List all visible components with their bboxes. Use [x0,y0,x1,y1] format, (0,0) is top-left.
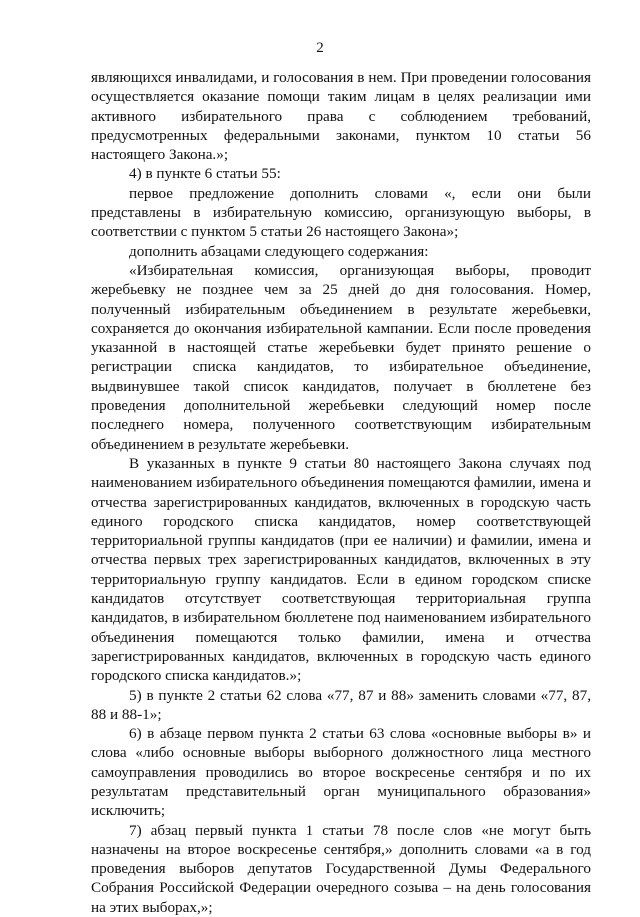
paragraph-lottery: «Избирательная комиссия, организующая выборы, проводит жеребьевку не позднее чем за 25 дней до дня голосования. Номер, полученный избирательным объединением в результате жеребьевки, сохраняется до окончания избирательной кампании. Если после проведения указанной в настоящей статье жеребьевки будет принято решение о регистрации списка кандидатов, то избирательное объединение, выдвинувшее такой список кандидатов, получает в бюллетене без проведения дополнительной жеребьевки следующий номер после последнего номера, полученного соответствующим избирательным объединением в результате жеребьевки. [91,261,591,453]
paragraph-first-sentence: первое предложение дополнить словами «, если они были представлены в избирательную комиссию, организующую выборы, в соответствии с пунктом 5 статьи 26 настоящего Закона»; [91,184,591,241]
paragraph-candidates-list: В указанных в пункте 9 статьи 80 настоящего Закона случаях под наименованием избирательного объединения помещаются фамилии, имена и отчества зарегистрированных кандидатов, включенных в городскую часть единого городского списка кандидатов, номер соответствующей территориальной группы кандидатов (при ее наличии) и фамилии, имена и отчества первых трех зарегистрированных кандидатов, включенных в эту территориальную группу кандидатов. Если в едином городском списке кандидатов отсутствует соответствующая территориальная группа кандидатов, в избирательном бюллетене под наименованием избирательного объединения помещаются только фамилии, имена и отчества зарегистрированных кандидатов, включенных в городскую часть единого городского списка кандидатов.»; [91,454,591,685]
paragraph-item-6: 6) в абзаце первом пункта 2 статьи 63 слова «основные выборы в» и слова «либо основные выборы выборного должностного лица местного самоуправления проводились во второе воскресенье сентября и по их результатам представительный орган муниципального образования» исключить; [91,725,591,820]
paragraph-continuation: являющихся инвалидами, и голосования в нем. При проведении голосования осуществляется оказание помощи таким лицам в целях реализации ими активного избирательного права с соблюдением требований, предусмотренных федеральными законами, пунктом 10 статьи 56 настоящего Закона.»; [91,69,591,164]
document-body [91,68,591,917]
paragraph-add-subparagraphs: дополнить абзацами следующего содержания: [129,242,429,260]
paragraph-item-4: 4) в пункте 6 статьи 55: [129,165,281,183]
paragraph-item-5: 5) в пункте 2 статьи 62 слова «77, 87 и 88» заменить словами «77, 87, 88 и 88-1»; [91,686,591,723]
paragraph-item-7: 7) абзац первый пункта 1 статьи 78 после слов «не могут быть назначены на второе воскресенье сентября,» дополнить словами «а в год проведения выборов депутатов Государственной Думы Федерального Собрания Российской Федерации очередного созыва – на день голосования на этих выборах,»; [91,821,591,916]
page-number: 2 [316,40,324,56]
